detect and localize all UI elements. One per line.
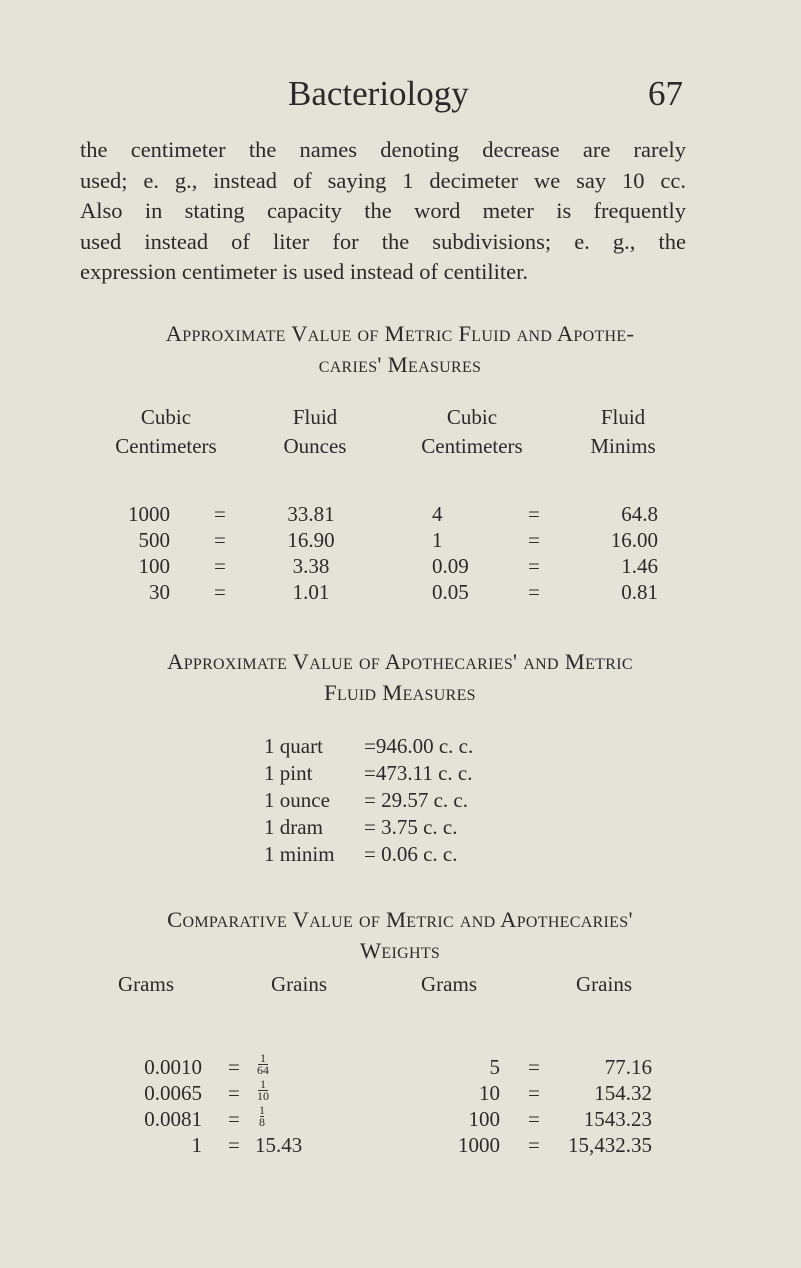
header-word: Ounces <box>283 434 347 458</box>
table1-header-fluid-minims <box>568 403 678 461</box>
table1-cell: = <box>528 580 540 604</box>
fraction-numerator: 1 <box>259 1102 265 1117</box>
table1-cell: 1.01 <box>292 580 330 604</box>
table3-cell: 0.0081 <box>144 1107 202 1131</box>
table1-cell: = <box>214 502 226 526</box>
header-word: Cubic <box>446 405 498 429</box>
conversion-row <box>264 788 468 813</box>
header-word: Centimeters <box>421 434 523 458</box>
body-paragraph <box>80 135 686 288</box>
table1-heading <box>60 318 740 380</box>
table3-cell: = <box>228 1081 240 1105</box>
table3-header-grams-2: Grams <box>421 972 477 996</box>
header-word: Fluid <box>600 405 646 429</box>
header-word: Centimeters <box>115 434 217 458</box>
table3-cell: 0.0065 <box>144 1081 202 1105</box>
fraction-denominator: 8 <box>259 1114 265 1129</box>
table1-header-fluid-ounces <box>250 403 380 461</box>
table3-cell: 100 <box>468 1107 500 1131</box>
table1-cell: 0.05 <box>432 580 469 604</box>
table3-cell: = <box>528 1055 540 1079</box>
header-word: Cubic <box>140 405 192 429</box>
table1-cell: = <box>214 528 226 552</box>
metric-value: = 29.57 c. c. <box>364 788 468 812</box>
table3-cell: 15,432.35 <box>568 1133 652 1157</box>
table1-heading-line: caries' Measures <box>318 352 482 377</box>
paragraph-line: Also in stating capacity the word meter is frequently <box>80 198 686 223</box>
table3-cell: = <box>528 1081 540 1105</box>
table3-cell: 1000 <box>458 1133 500 1157</box>
fraction-numerator: 1 <box>260 1076 266 1091</box>
table3-cell: = <box>528 1107 540 1131</box>
table1-cell: 16.00 <box>610 528 658 552</box>
apothecary-unit: 1 quart <box>264 734 323 758</box>
conversion-row <box>264 734 473 759</box>
apothecary-unit: 1 ounce <box>264 788 330 812</box>
header-word: Fluid <box>292 405 338 429</box>
metric-value: =473.11 c. c. <box>364 761 473 785</box>
table3-header-grams: Grams <box>118 972 174 996</box>
table3-cell: 10 <box>479 1081 500 1105</box>
page-number: 67 <box>648 74 683 113</box>
apothecary-unit: 1 minim <box>264 842 335 866</box>
table1-cell: = <box>214 554 226 578</box>
table1-cell: 3.38 <box>292 554 330 578</box>
metric-value: = 3.75 c. c. <box>364 815 458 839</box>
table1-cell: 1.46 <box>621 554 658 578</box>
table3-cell: = <box>228 1107 240 1131</box>
paragraph-line: used instead of liter for the subdivisions; e. g., the <box>80 228 686 254</box>
conversion-row <box>264 815 458 840</box>
table3-cell: = <box>228 1055 240 1079</box>
table1-cell: 1 <box>432 528 443 552</box>
fraction-denominator: 64 <box>257 1062 269 1077</box>
table1-cell: 0.09 <box>432 554 469 578</box>
table1-cell: 4 <box>432 502 443 526</box>
table3-cell: 1 <box>191 1133 202 1157</box>
table1-cell: 30 <box>149 580 170 604</box>
fraction <box>257 1076 269 1102</box>
table3-heading-line: Weights <box>359 938 441 963</box>
paragraph-line: expression centimeter is used instead of centiliter. <box>80 259 528 284</box>
fraction <box>259 1102 265 1128</box>
metric-value: =946.00 c. c. <box>364 734 474 758</box>
table3-cell: 15.43 <box>255 1133 303 1157</box>
table3-heading-line: Comparative Value of Metric and Apothecaries' <box>167 907 633 932</box>
conversion-row <box>264 761 472 786</box>
table3-cell: 1543.23 <box>583 1107 652 1131</box>
header-word: Minims <box>590 434 656 458</box>
table3-cell: 0.0010 <box>144 1055 202 1079</box>
table3-cell: = <box>228 1133 240 1157</box>
table1-cell: = <box>528 554 540 578</box>
table1-header-cubic-cm-2 <box>392 403 552 461</box>
table3-cell: 5 <box>489 1055 500 1079</box>
table2-heading <box>60 646 740 708</box>
table1-cell: 33.81 <box>287 502 335 526</box>
table1-cell: 500 <box>138 528 170 552</box>
page-header <box>0 74 801 114</box>
table1-cell: 16.90 <box>287 528 335 552</box>
table1-cell: = <box>214 580 226 604</box>
fraction <box>257 1050 269 1076</box>
table2-heading-line: Fluid Measures <box>324 680 476 705</box>
table3-cell: = <box>528 1133 540 1157</box>
table3-header-grains-2: Grains <box>576 972 632 996</box>
table1-cell: 100 <box>138 554 170 578</box>
apothecary-unit: 1 pint <box>264 761 313 785</box>
table3-cell: 77.16 <box>604 1055 652 1079</box>
fraction-denominator: 10 <box>257 1088 269 1103</box>
running-title: Bacteriology <box>288 74 469 113</box>
paragraph-line: used; e. g., instead of saying 1 decimeter we say 10 cc. <box>80 167 686 193</box>
table1-cell: 64.8 <box>621 502 658 526</box>
table1-cell: 1000 <box>128 502 170 526</box>
table1-header-cubic-cm <box>86 403 246 461</box>
table1-cell: 0.81 <box>621 580 658 604</box>
table1-cell: = <box>528 502 540 526</box>
fraction-numerator: 1 <box>260 1050 266 1065</box>
table3-cell: 154.32 <box>594 1081 652 1105</box>
table1-heading-line: Approximate Value of Metric Fluid and Apothe- <box>165 321 635 346</box>
apothecary-unit: 1 dram <box>264 815 323 839</box>
table1-cell: = <box>528 528 540 552</box>
conversion-row <box>264 842 458 867</box>
table3-heading <box>60 904 740 966</box>
table3-header-grains: Grains <box>271 972 327 996</box>
table2-heading-line: Approximate Value of Apothecaries' and Metric <box>167 649 633 674</box>
paragraph-line: the centimeter the names denoting decrease are rarely <box>80 137 686 162</box>
metric-value: = 0.06 c. c. <box>364 842 458 866</box>
